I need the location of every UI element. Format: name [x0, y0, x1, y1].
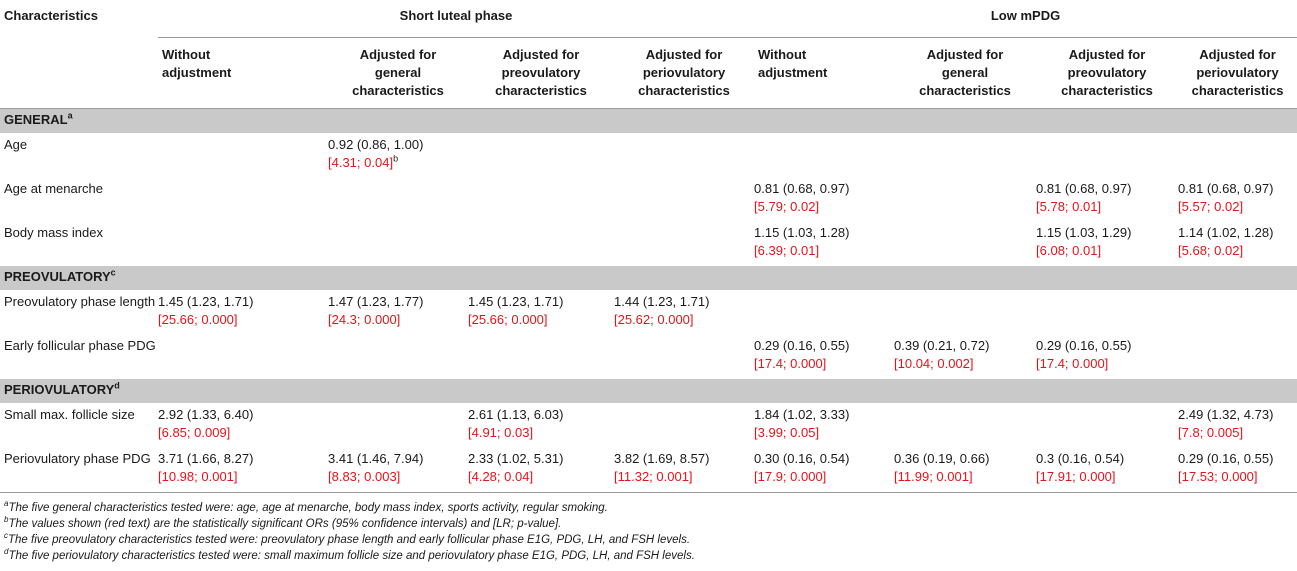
- cell: 2.92 (1.33, 6.40) [6.85; 0.009]: [158, 407, 254, 440]
- cell: 2.49 (1.32, 4.73) [7.8; 0.005]: [1178, 407, 1274, 440]
- col-header-2: Adjusted for general characteristics: [352, 47, 444, 98]
- empty-header-cell: [0, 38, 158, 109]
- row-label: Preovulatory phase length: [4, 294, 156, 309]
- short-luteal-phase-header: Short luteal phase: [158, 4, 754, 38]
- cell: 0.3 (0.16, 0.54) [17.91; 0.000]: [1036, 448, 1178, 493]
- section-periovulatory: PERIOVULATORY$^d$: [0, 379, 1297, 404]
- row-label: Body mass index: [4, 225, 103, 240]
- col-header-1: Without adjustment: [162, 47, 232, 80]
- cell: 0.30 (0.16, 0.54) [17.9; 0.000]: [754, 448, 894, 493]
- cell: 0.36 (0.19, 0.66) [11.99; 0.001]: [894, 448, 1036, 493]
- cell: 0.81 (0.68, 0.97) [5.79; 0.02]: [754, 181, 850, 214]
- cell: 0.92 (0.86, 1.00) [4.31; 0.04]$^b$: [328, 137, 424, 170]
- cell: 1.44 (1.23, 1.71) [25.62; 0.000]: [614, 294, 710, 327]
- row-label: Periovulatory phase PDG: [0, 448, 158, 493]
- cell: 0.29 (0.16, 0.55) [17.53; 0.000]: [1178, 448, 1297, 493]
- cell: 1.15 (1.03, 1.29) [6.08; 0.01]: [1036, 225, 1132, 258]
- cell: 3.71 (1.66, 8.27) [10.98; 0.001]: [158, 448, 328, 493]
- footnote-d: $^d$The five periovulatory characteristics tested were: small maximum follicle size and periovulatory phase E1G, PDG, LH, and FSH levels.: [4, 547, 695, 562]
- cell: 0.29 (0.16, 0.55) [17.4; 0.000]: [1036, 338, 1132, 371]
- cell: 0.29 (0.16, 0.55) [17.4; 0.000]: [754, 338, 850, 371]
- row-label: Small max. follicle size: [4, 407, 135, 422]
- cell: 1.84 (1.02, 3.33) [3.99; 0.05]: [754, 407, 850, 440]
- characteristics-header: Characteristics: [4, 8, 98, 23]
- row-label: Early follicular phase PDG: [4, 338, 156, 353]
- cell: 1.14 (1.02, 1.28) [5.68; 0.02]: [1178, 225, 1274, 258]
- cell: 0.39 (0.21, 0.72) [10.04; 0.002]: [894, 338, 990, 371]
- cell: 1.45 (1.23, 1.71) [25.66; 0.000]: [158, 294, 254, 327]
- cell: 1.45 (1.23, 1.71) [25.66; 0.000]: [468, 294, 564, 327]
- cell: 3.41 (1.46, 7.94) [8.83; 0.003]: [328, 448, 468, 493]
- cell: 1.47 (1.23, 1.77) [24.3; 0.000]: [328, 294, 424, 327]
- col-header-8: Adjusted for periovulatory characteristics: [1191, 47, 1284, 98]
- col-header-3: Adjusted for preovulatory characteristics: [495, 47, 587, 98]
- footnote-c: $^c$The five preovulatory characteristics tested were: preovulatory phase length and early follicular phase E1G, PDG, LH, and FSH levels.: [4, 531, 691, 546]
- cell: 0.81 (0.68, 0.97) [5.78; 0.01]: [1036, 181, 1132, 214]
- low-mpdg-header: Low mPDG: [754, 4, 1297, 38]
- cell: 2.33 (1.02, 5.31) [4.28; 0.04]: [468, 448, 614, 493]
- cell: 1.15 (1.03, 1.28) [6.39; 0.01]: [754, 225, 850, 258]
- section-general: GENERAL$^a$: [0, 109, 1297, 134]
- table-row-body-mass-index: [0, 222, 1297, 266]
- cell: 0.81 (0.68, 0.97) [5.57; 0.02]: [1178, 181, 1274, 214]
- cell: 2.61 (1.13, 6.03) [4.91; 0.03]: [468, 407, 564, 440]
- col-header-4: Adjusted for periovulatory characteristics: [638, 47, 730, 98]
- footnotes: [4, 500, 695, 564]
- col-header-5: Without adjustment: [758, 47, 828, 80]
- table-row-age-at-menarche: [0, 178, 1297, 222]
- row-label: Age: [4, 137, 28, 152]
- section-preovulatory: PREOVULATORY$^c$: [0, 266, 1297, 291]
- table-row-age: [0, 134, 1297, 179]
- col-header-7: Adjusted for preovulatory characteristics: [1061, 47, 1153, 98]
- table-row-early-follicular-phase-pdg: [0, 335, 1297, 379]
- table-row-periovulatory-phase-pdg: [0, 448, 1297, 493]
- footnote-b: $^b$The values shown (red text) are the statistically significant ORs (95% confidence intervals) and [LR; p-value].: [4, 515, 562, 530]
- row-label: Age at menarche: [4, 181, 104, 196]
- cell: 3.82 (1.69, 8.57) [11.32; 0.001]: [614, 448, 754, 493]
- table-row-preovulatory-phase-length: [0, 291, 1297, 336]
- odds-ratio-table: [0, 4, 1297, 493]
- table-row-small-max-follicle-size: [0, 404, 1297, 449]
- footnote-a: $^a$The five general characteristics tested were: age, age at menarche, body mass index, sports activity, regular smoking.: [4, 499, 608, 514]
- col-header-6: Adjusted for general characteristics: [919, 47, 1011, 98]
